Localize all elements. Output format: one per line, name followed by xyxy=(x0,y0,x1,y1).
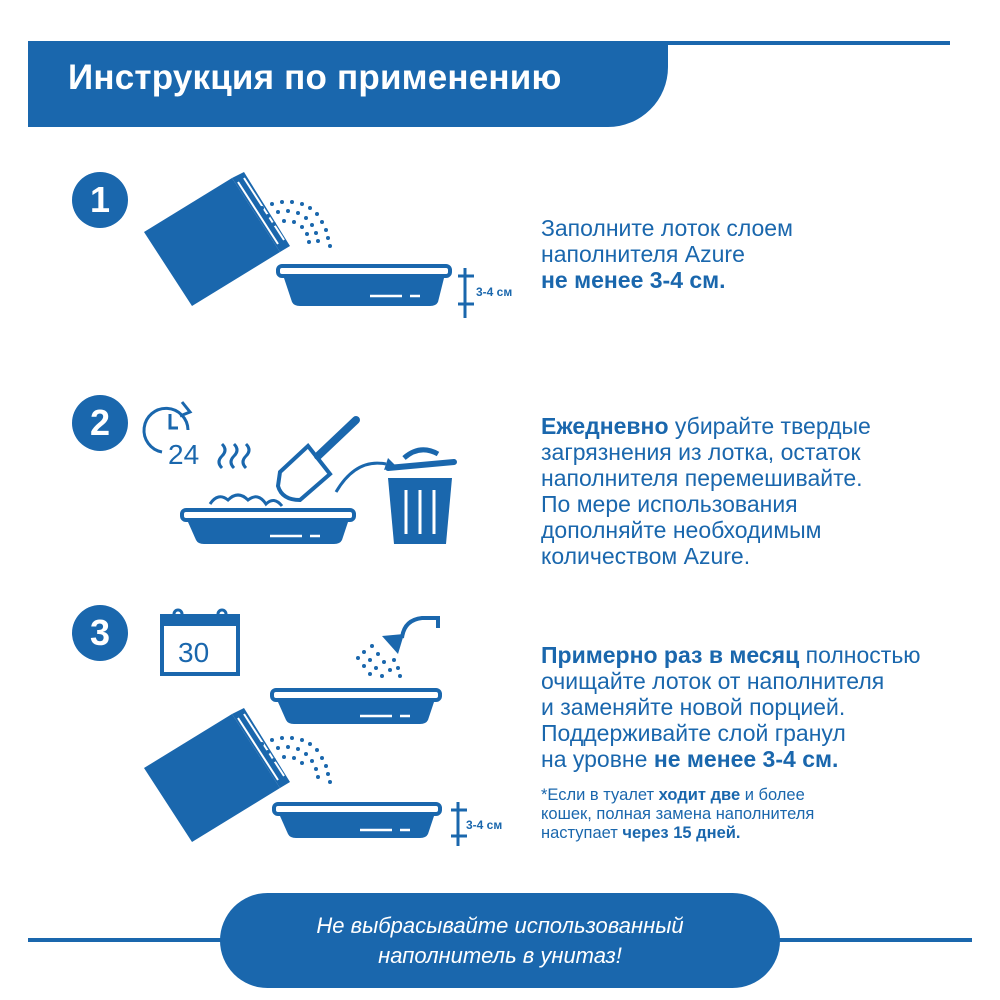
measure-icon xyxy=(458,268,474,318)
litter-tray-icon xyxy=(278,266,450,306)
litter-bag-icon xyxy=(144,708,290,842)
measure-icon xyxy=(451,802,467,846)
litter-tray-icon xyxy=(272,690,440,724)
shower-icon xyxy=(356,618,438,678)
page-title: Инструкция по применению xyxy=(68,58,562,97)
step-1-text: Заполните лоток слоем наполнителя Azure не менее 3-4 см. xyxy=(541,215,793,293)
calendar-label: 30 xyxy=(178,637,210,668)
step-2-text: Ежедневно убирайте твердые загрязнения из лотка, остаток наполнителя перемешивайте. По мере использования дополняйте необходимым количеством Azure. xyxy=(541,413,871,569)
trash-bin-icon xyxy=(388,450,454,544)
clock-24-label: 24 xyxy=(168,439,200,470)
litter-tray-icon xyxy=(182,495,354,544)
step-1-number: 1 xyxy=(72,172,128,228)
steam-icon xyxy=(219,444,249,468)
scoop-icon xyxy=(278,420,356,500)
footer-line-1: Не выбрасывайте использованный xyxy=(316,912,684,938)
step-1-illustration xyxy=(140,170,530,320)
litter-bag-icon xyxy=(144,172,290,306)
footer-warning xyxy=(220,893,780,988)
step-2-illustration xyxy=(140,400,470,550)
measure-label: 3-4 см xyxy=(476,285,513,299)
litter-tray-icon xyxy=(274,804,440,838)
step-3-illustration xyxy=(140,606,530,846)
step-2-number: 2 xyxy=(72,395,128,451)
measure-label: 3-4 см xyxy=(466,818,503,832)
footer-line-2: наполнитель в унитаз! xyxy=(378,942,622,968)
step-3-text: Примерно раз в месяц полностью очищайте лоток от наполнителя и заменяйте новой порцией. Поддерживайте слой гранул на уровне не менее 3-4 см. xyxy=(541,642,921,772)
step-3-number: 3 xyxy=(72,605,128,661)
step-3-note: *Если в туалет ходит две и более кошек, полная замена наполнителя наступает через 15 дней. xyxy=(541,786,815,842)
